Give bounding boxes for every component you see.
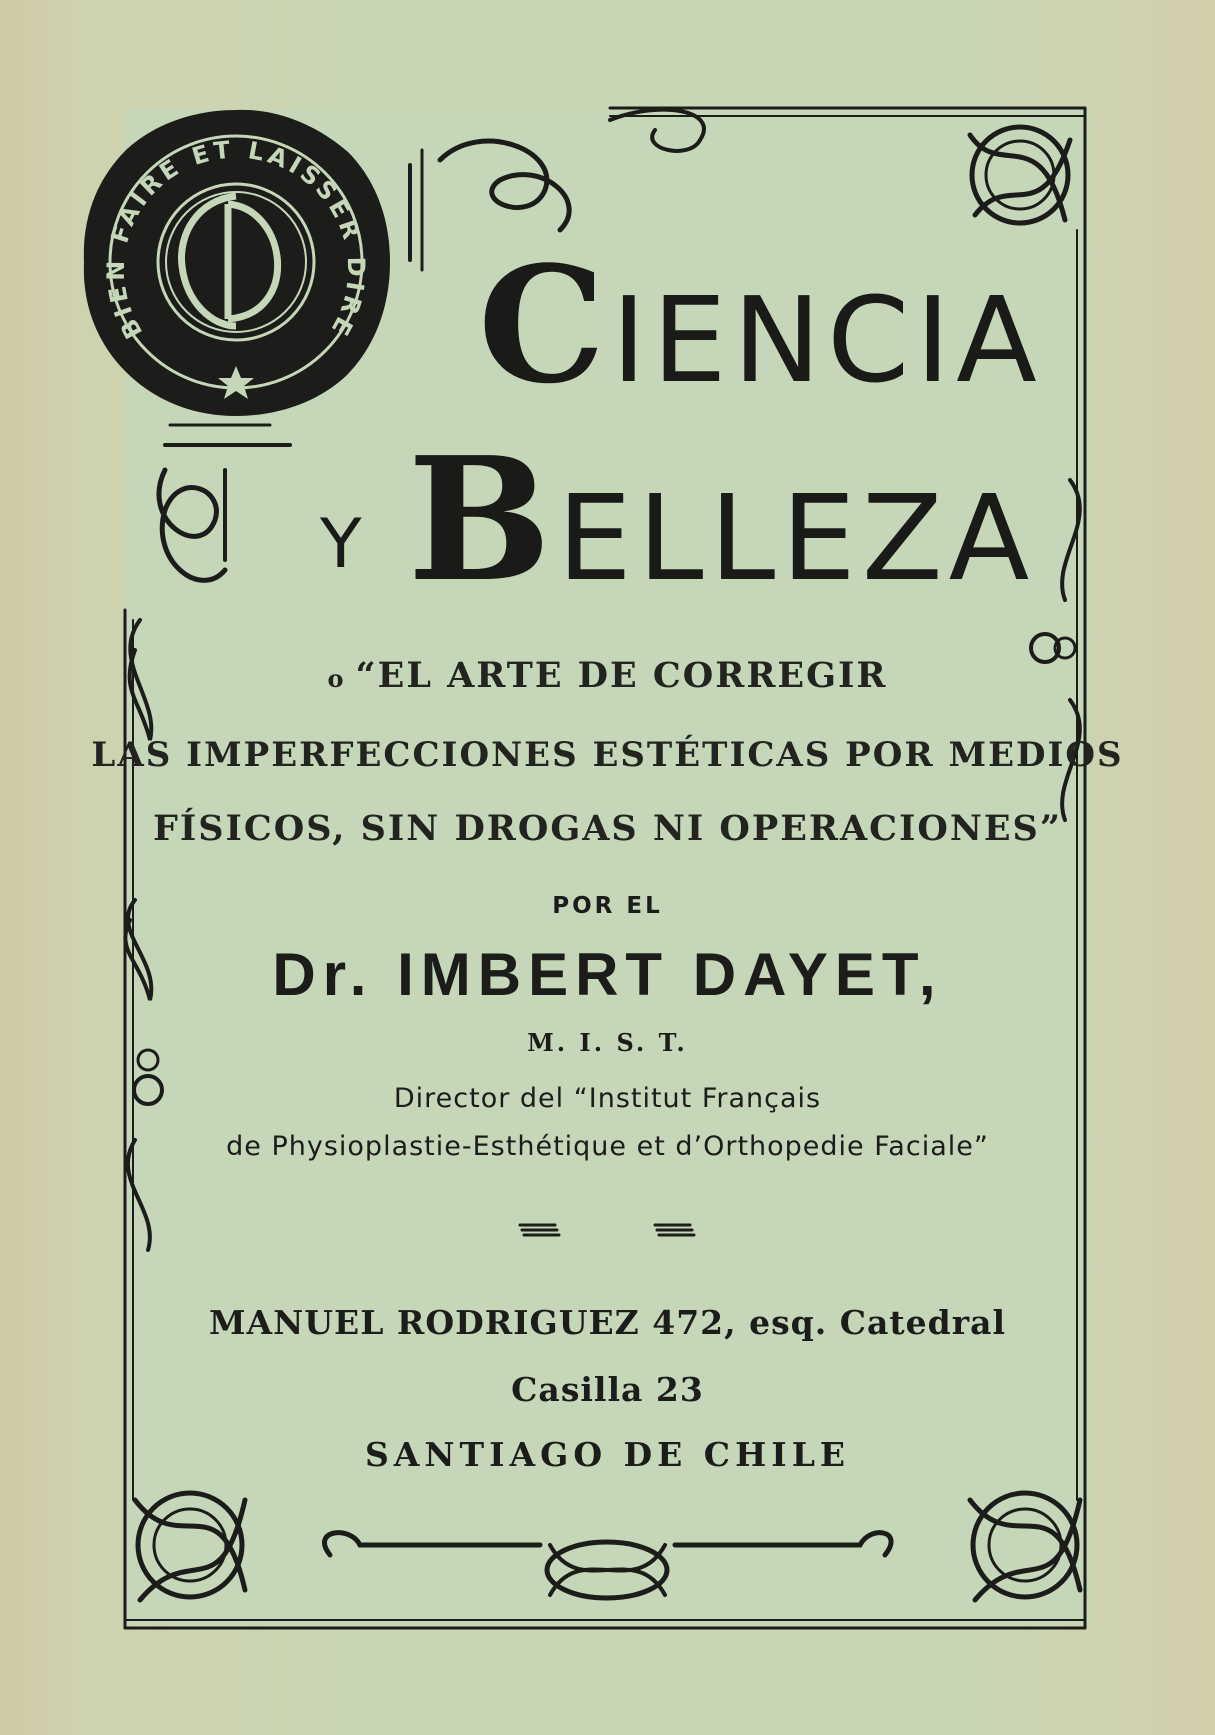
title-line-1 <box>478 231 1043 419</box>
seal-motto: BIEN FAIRE ET LAISSER DIRE <box>101 135 371 344</box>
title-initial-c: C <box>478 231 612 419</box>
subtitle-prefix: o <box>327 664 346 693</box>
title-initial-b: B <box>407 420 558 620</box>
subtitle-line-1: o “EL ARTE DE CORREGIR <box>327 655 888 696</box>
address-box: Casilla 23 <box>511 1370 704 1409</box>
title-rest-1: IENCIA <box>611 271 1043 409</box>
title-rest-2: ELLEZA <box>557 469 1036 607</box>
author-role-line-2: de Physioplastie-Esthétique et d’Orthopedie Faciale” <box>226 1131 989 1162</box>
title-conjunction: Y <box>320 505 368 584</box>
subtitle-line-2: LAS IMPERFECCIONES ESTÉTICAS POR MEDIOS <box>91 735 1124 775</box>
author-degree: M. I. S. T. <box>527 1028 688 1057</box>
author-name: Dr. IMBERT DAYET, <box>272 941 943 1008</box>
wax-seal-emblem <box>78 104 394 420</box>
title-line-2 <box>320 420 1040 620</box>
address-city: SANTIAGO DE CHILE <box>364 1435 851 1474</box>
author-role-line-1: Director del “Institut Français <box>393 1083 822 1114</box>
subtitle-line-3: FÍSICOS, SIN DROGAS NI OPERACIONES” <box>153 808 1062 849</box>
byline: POR EL <box>552 893 663 919</box>
address-street: MANUEL RODRIGUEZ 472, esq. Catedral <box>208 1303 1006 1342</box>
